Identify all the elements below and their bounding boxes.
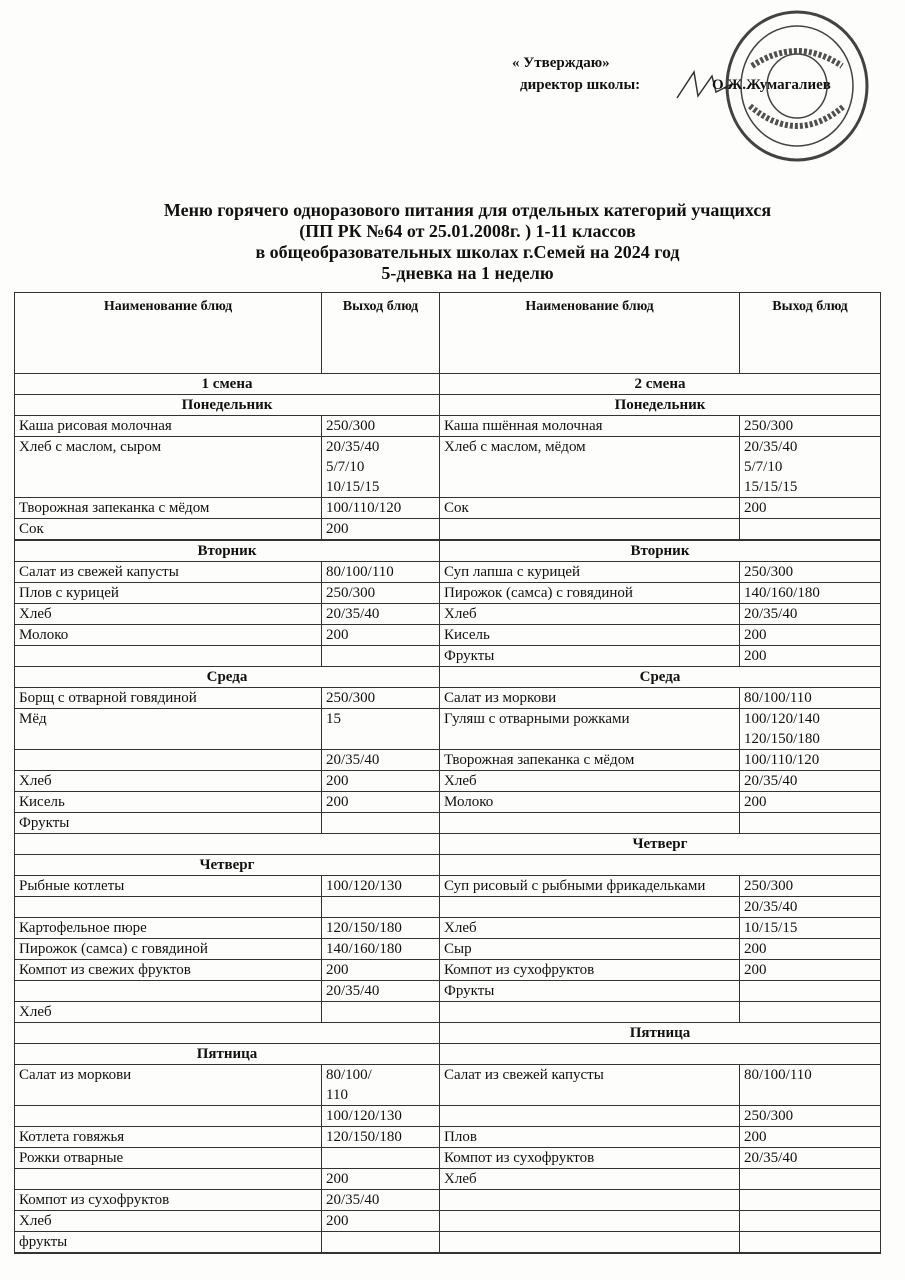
table-row [15, 960, 881, 981]
shift-1-label: 1 смена [15, 374, 440, 395]
yield-cell: 20/35/40 [322, 750, 440, 771]
dish-cell: Фрукты [15, 813, 322, 834]
document-title [0, 200, 905, 284]
yield-cell: 200 [322, 1211, 440, 1232]
yield-cell: 20/35/40 [740, 897, 881, 918]
dish-cell: Пирожок (самса) с говядиной [440, 583, 740, 604]
table-row [15, 709, 881, 750]
title-line-2: (ПП РК №64 от 25.01.2008г. ) 1-11 классов [299, 221, 636, 241]
dish-cell [15, 1169, 322, 1190]
table-row [15, 437, 881, 498]
yield-cell [740, 1253, 881, 1254]
dish-cell: Сок [15, 519, 322, 540]
yield-cell [322, 1002, 440, 1023]
yield-cell: 200 [740, 498, 881, 519]
table-row [15, 1148, 881, 1169]
yield-cell [322, 813, 440, 834]
yield-cell: 100/110/120 [322, 498, 440, 519]
yield-cell: 250/300 [322, 583, 440, 604]
dish-cell: Компот из свежих фруктов [15, 960, 322, 981]
dish-cell: Салат из моркови [440, 688, 740, 709]
shift-row [15, 374, 881, 395]
dish-cell: Хлеб [15, 1211, 322, 1232]
yield-cell: 20/35/40 [740, 1148, 881, 1169]
table-row [15, 1002, 881, 1023]
table-header-row [15, 293, 881, 374]
yield-cell: 140/160/180 [740, 583, 881, 604]
yield-cell: 80/100/110 [740, 688, 881, 709]
dish-cell: Фрукты [440, 646, 740, 667]
dish-cell: Молоко [15, 625, 322, 646]
dish-cell [440, 1211, 740, 1232]
dish-cell: Хлеб [15, 1002, 322, 1023]
table-row [15, 1211, 881, 1232]
yield-cell: 200 [322, 771, 440, 792]
yield-cell [740, 1002, 881, 1023]
dish-cell [440, 897, 740, 918]
table-row [15, 750, 881, 771]
dish-cell [15, 646, 322, 667]
dish-cell: Сок [440, 498, 740, 519]
approval-line: « Утверждаю» [512, 55, 610, 71]
table-row [15, 897, 881, 918]
table-row [15, 519, 881, 540]
yield-cell: 20/35/40 5/7/10 15/15/15 [740, 437, 881, 498]
day-label-right: Среда [440, 667, 881, 688]
table-row [15, 1253, 881, 1254]
table-row [15, 1106, 881, 1127]
title-line-4: 5-дневка на 1 неделю [381, 263, 554, 283]
table-row [15, 918, 881, 939]
header-dish-2: Наименование блюд [440, 293, 740, 374]
yield-cell: 100/120/130 [322, 876, 440, 897]
yield-cell [740, 519, 881, 540]
dish-cell [15, 750, 322, 771]
yield-cell [740, 981, 881, 1002]
table-row [15, 813, 881, 834]
dish-cell: Рожки отварные [15, 1148, 322, 1169]
yield-cell: 200 [740, 1127, 881, 1148]
header-dish: Наименование блюд [15, 293, 322, 374]
day-label-left: Вторник [15, 541, 440, 562]
yield-cell: 200 [740, 960, 881, 981]
table-row [15, 1232, 881, 1253]
yield-cell [322, 1253, 440, 1254]
table-row [15, 1190, 881, 1211]
day-label-left [15, 834, 440, 855]
yield-cell [322, 1148, 440, 1169]
day-label-right [440, 1044, 881, 1065]
dish-cell [440, 519, 740, 540]
yield-cell: 80/100/110 [740, 1065, 881, 1106]
day-row [15, 1044, 881, 1065]
dish-cell: Кисель [15, 792, 322, 813]
yield-cell: 250/300 [740, 562, 881, 583]
dish-cell: Молоко [440, 792, 740, 813]
dish-cell [440, 1190, 740, 1211]
yield-cell: 15 [322, 709, 440, 750]
menu-table [14, 292, 880, 1254]
day-row [15, 834, 881, 855]
day-row [15, 667, 881, 688]
dish-cell: Хлеб [15, 604, 322, 625]
dish-cell [440, 1253, 740, 1254]
yield-cell: 120/150/180 [322, 918, 440, 939]
yield-cell: 20/35/40 [740, 771, 881, 792]
dish-cell: Творожная запеканка с мёдом [15, 498, 322, 519]
yield-cell: 20/35/40 [740, 604, 881, 625]
yield-cell: 200 [740, 625, 881, 646]
dish-cell: Хлеб с маслом, мёдом [440, 437, 740, 498]
dish-cell: Борщ с отварной говядиной [15, 688, 322, 709]
yield-cell: 20/35/40 [322, 604, 440, 625]
header-yield-2: Выход блюд [740, 293, 881, 374]
table-row [15, 583, 881, 604]
table-row [15, 792, 881, 813]
yield-cell: 100/110/120 [740, 750, 881, 771]
header-yield: Выход блюд [322, 293, 440, 374]
yield-cell [322, 1232, 440, 1253]
day-label-left: Понедельник [15, 395, 440, 416]
table-row [15, 1169, 881, 1190]
dish-cell: Картофельное пюре [15, 918, 322, 939]
yield-cell [740, 813, 881, 834]
day-label-left [15, 1023, 440, 1044]
yield-cell: 200 [322, 519, 440, 540]
table-row [15, 562, 881, 583]
day-label-right: Вторник [440, 541, 881, 562]
yield-cell: 200 [740, 792, 881, 813]
yield-cell [740, 1211, 881, 1232]
table-row [15, 416, 881, 437]
yield-cell: 200 [322, 625, 440, 646]
dish-cell: Хлеб [440, 1169, 740, 1190]
dish-cell: Котлета говяжья [15, 1127, 322, 1148]
day-label-right: Понедельник [440, 395, 881, 416]
dish-cell: Творожная запеканка с мёдом [440, 750, 740, 771]
yield-cell: 200 [322, 960, 440, 981]
dish-cell: Компот из сухофруктов [440, 1148, 740, 1169]
day-label-left: Среда [15, 667, 440, 688]
day-row [15, 395, 881, 416]
yield-cell: 250/300 [322, 688, 440, 709]
dish-cell [15, 1106, 322, 1127]
dish-cell: Мёд [15, 709, 322, 750]
yield-cell [740, 1232, 881, 1253]
dish-cell: Каша пшённая молочная [440, 416, 740, 437]
dish-cell: Суп рисовый с рыбными фрикадельками [440, 876, 740, 897]
approval-block [512, 52, 831, 96]
dish-cell: фрукты [15, 1232, 322, 1253]
dish-cell: Каша рисовая молочная [15, 416, 322, 437]
table-row [15, 1127, 881, 1148]
dish-cell: Компот из сухофруктов [15, 1190, 322, 1211]
dish-cell: Фрукты [440, 981, 740, 1002]
yield-cell: 20/35/40 [322, 981, 440, 1002]
dish-cell [440, 1232, 740, 1253]
dish-cell [15, 897, 322, 918]
dish-cell [440, 813, 740, 834]
dish-cell: Плов с курицей [15, 583, 322, 604]
dish-cell: Хлеб [440, 918, 740, 939]
dish-cell: Хлеб [440, 771, 740, 792]
yield-cell: 250/300 [322, 416, 440, 437]
table-row [15, 646, 881, 667]
table-row [15, 1065, 881, 1106]
table-row [15, 688, 881, 709]
dish-cell [15, 1253, 322, 1254]
shift-2-label: 2 смена [440, 374, 881, 395]
day-label-right [440, 855, 881, 876]
day-label-left: Пятница [15, 1044, 440, 1065]
dish-cell: Салат из свежей капусты [15, 562, 322, 583]
dish-cell: Хлеб с маслом, сыром [15, 437, 322, 498]
dish-cell: Компот из сухофруктов [440, 960, 740, 981]
yield-cell: 200 [740, 939, 881, 960]
dish-cell: Сыр [440, 939, 740, 960]
yield-cell: 250/300 [740, 876, 881, 897]
director-name: О.Ж.Жумагалиев [712, 77, 831, 93]
dish-cell: Салат из свежей капусты [440, 1065, 740, 1106]
dish-cell: Хлеб [15, 771, 322, 792]
table-row [15, 876, 881, 897]
director-label: директор школы: [520, 77, 641, 93]
yield-cell [740, 1169, 881, 1190]
round-seal-stamp-icon [722, 6, 872, 166]
dish-cell: Гуляш с отварными рожками [440, 709, 740, 750]
day-label-left: Четверг [15, 855, 440, 876]
dish-cell: Салат из моркови [15, 1065, 322, 1106]
yield-cell: 100/120/140 120/150/180 [740, 709, 881, 750]
dish-cell: Плов [440, 1127, 740, 1148]
yield-cell: 200 [322, 792, 440, 813]
table-row [15, 625, 881, 646]
dish-cell: Кисель [440, 625, 740, 646]
dish-cell: Пирожок (самса) с говядиной [15, 939, 322, 960]
yield-cell [740, 1190, 881, 1211]
title-line-3: в общеобразовательных школах г.Семей на 2024 год [255, 242, 680, 262]
yield-cell: 200 [322, 1169, 440, 1190]
table-row [15, 771, 881, 792]
yield-cell [322, 646, 440, 667]
table-row [15, 604, 881, 625]
yield-cell: 250/300 [740, 416, 881, 437]
yield-cell: 140/160/180 [322, 939, 440, 960]
dish-cell: Рыбные котлеты [15, 876, 322, 897]
dish-cell [440, 1002, 740, 1023]
yield-cell: 120/150/180 [322, 1127, 440, 1148]
dish-cell: Хлеб [440, 604, 740, 625]
yield-cell: 250/300 [740, 1106, 881, 1127]
table-row [15, 498, 881, 519]
day-row [15, 541, 881, 562]
yield-cell: 100/120/130 [322, 1106, 440, 1127]
yield-cell: 80/100/ 110 [322, 1065, 440, 1106]
table-row [15, 939, 881, 960]
dish-cell [440, 1106, 740, 1127]
dish-cell: Суп лапша с курицей [440, 562, 740, 583]
yield-cell: 20/35/40 [322, 1190, 440, 1211]
yield-cell [322, 897, 440, 918]
table-row [15, 981, 881, 1002]
yield-cell: 20/35/40 5/7/10 10/15/15 [322, 437, 440, 498]
day-row [15, 1023, 881, 1044]
day-label-right: Пятница [440, 1023, 881, 1044]
dish-cell [15, 981, 322, 1002]
yield-cell: 10/15/15 [740, 918, 881, 939]
title-line-1: Меню горячего одноразового питания для отдельных категорий учащихся [163, 200, 772, 220]
day-row [15, 855, 881, 876]
yield-cell: 80/100/110 [322, 562, 440, 583]
yield-cell: 200 [740, 646, 881, 667]
day-label-right: Четверг [440, 834, 881, 855]
